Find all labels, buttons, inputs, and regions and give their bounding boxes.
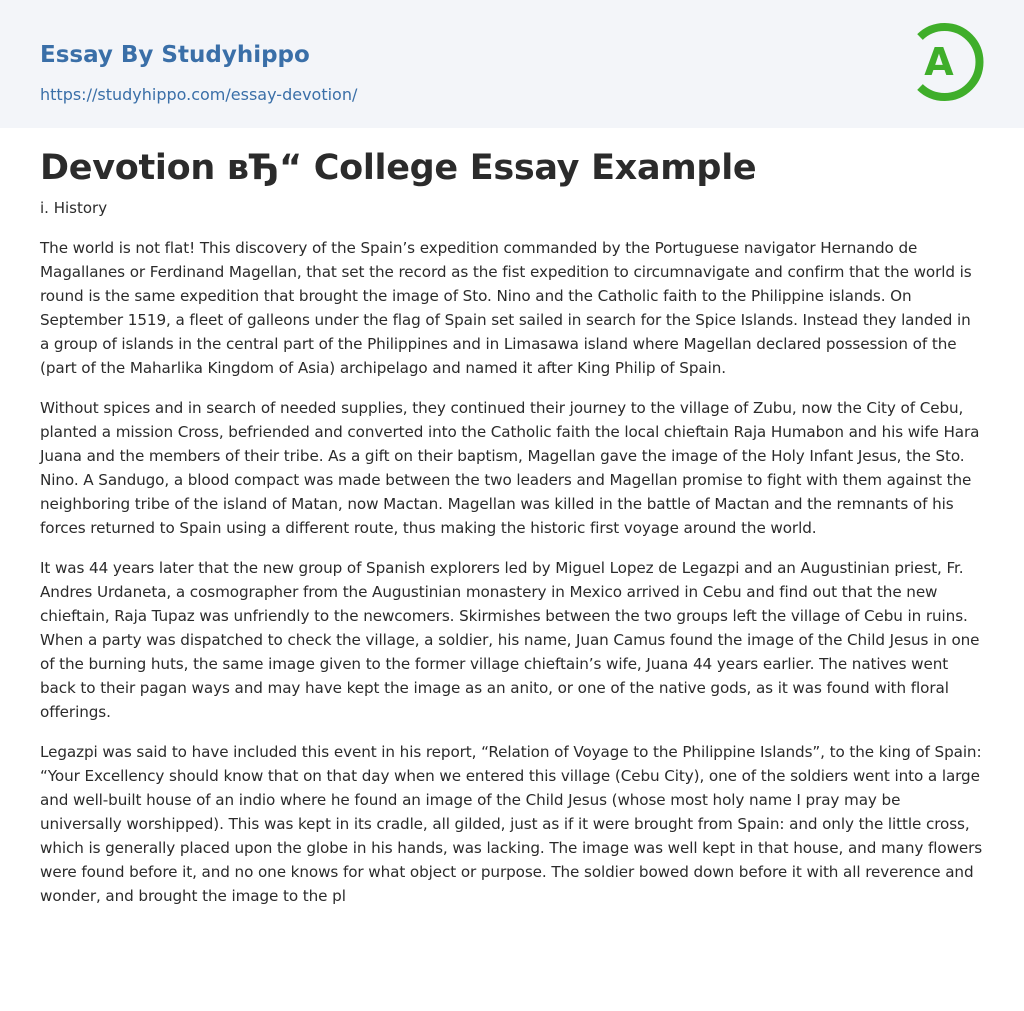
essay-url-link[interactable]: https://studyhippo.com/essay-devotion/ (40, 85, 358, 104)
site-brand[interactable]: Essay By Studyhippo (40, 42, 310, 68)
paragraph: Without spices and in search of needed supplies, they continued their journey to the village of Zubu, now the City of Cebu, planted a mission Cross, befriended and converted into the Catholic faith the local chieftain Raja Humabon and his wife Hara Juana and the members of their tribe. As a gift on their baptism, Magellan gave the image of the Holy Infant Jesus, the Sto. Nino. A Sandugo, a blood compact was made between the two leaders and Magellan promise to fight with them against the neighboring tribe of the island of Matan, now Mactan. Magellan was killed in the battle of Mactan and the remnants of his forces returned to Spain using a different route, thus making the historic first voyage around the world. (40, 399, 980, 537)
paragraph: The world is not flat! This discovery of the Spain’s expedition commanded by the Portuguese navigator Hernando de Magallanes or Ferdinand Magellan, that set the record as the fist expedition to circumnavigate and confirm that the world is round is the same expedition that brought the image of Sto. Nino and the Catholic faith to the Philippine islands. On September 1519, a fleet of galleons under the flag of Spain set sailed in search for the Spice Islands. Instead they landed in a group of islands in the central part of the Philippines and in Limasawa island where Magellan declared possession of the (part of the Maharlika Kingdom of Asia) archipelago and named it after King Philip of Spain. (40, 239, 972, 377)
paragraph: Legazpi was said to have included this event in his report, “Relation of Voyage to the Philippine Islands”, to the king of Spain: “Your Excellency should know that on that day when we entered this village (Cebu City), one of the soldiers went into a large and well-built house of an indio where he found an image of the Child Jesus (whose most holy name I pray may be universally worshipped). This was kept in its cradle, all gilded, just as if it were brought from Spain: and only the little cross, which is generally placed upon the globe in his hands, was lacking. The image was well kept in that house, and many flowers were found before it, and no one knows for what object or purpose. The soldier bowed down before it with all reverence and wonder, and brought the image to the pl (40, 743, 983, 905)
article (40, 146, 984, 908)
site-header (0, 0, 1024, 128)
page-title: Devotion вЂ“ College Essay Example (40, 148, 757, 188)
logo-letter: A (924, 40, 954, 84)
studyhippo-logo-icon[interactable] (909, 19, 987, 105)
paragraph: It was 44 years later that the new group of Spanish explorers led by Miguel Lopez de Legazpi and an Augustinian priest, Fr. Andres Urdaneta, a cosmographer from the Augustinian monastery in Mexico arrived in Cebu and find out that the new chieftain, Raja Tupaz was unfriendly to the newcomers. Skirmishes between the two groups left the village of Cebu in ruins. When a party was dispatched to check the village, a soldier, his name, Juan Camus found the image of the Child Jesus in one of the burning huts, the same image given to the former village chieftain’s wife, Juana 44 years earlier. The natives went back to their pagan ways and may have kept the image as an anito, or one of the native gods, as it was found with floral offerings. (40, 559, 980, 721)
section-heading: i. History (40, 199, 108, 217)
